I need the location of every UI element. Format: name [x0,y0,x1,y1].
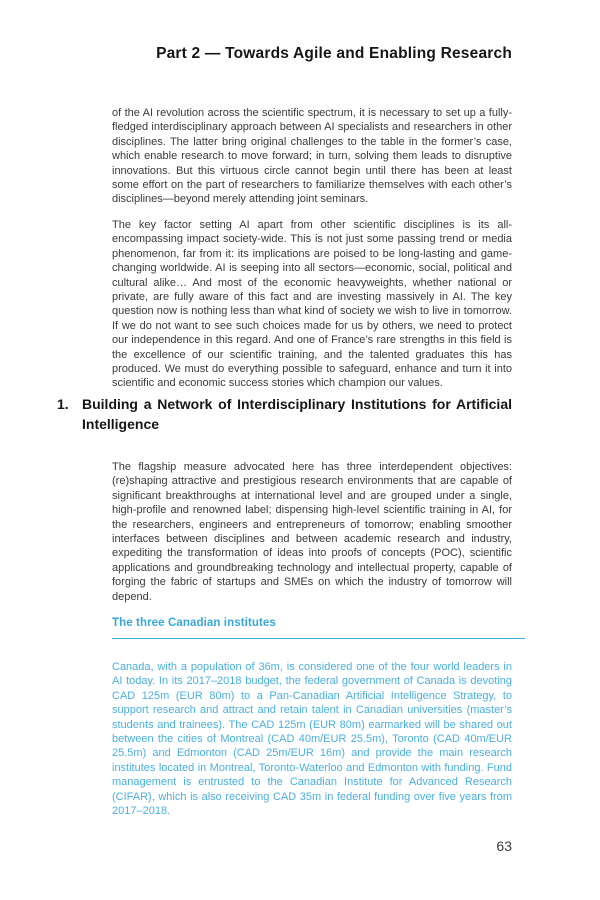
section-title: Building a Network of Interdisciplinary Institutions for Artificial Intelligence [82,396,512,432]
callout-body-text: Canada, with a population of 36m, is considered one of the four world leaders in AI today. In its 2017–2018 budget, the federal government of Canada is devoting CAD 125m (EUR 80m) to a Pan-Canadian Artificial Intelligence Strategy, to support research and attract and retain talent in Canadian universities (master’s students and trainees). The CAD 125m (EUR 80m) earmarked will be shared out between the cities of Montreal (CAD 40m/EUR 25.5m), Toronto (CAD 40m/EUR 25.5m) and Edmonton (CAD 25m/EUR 16m) and provide the main research institutes located in Montreal, Toronto-Waterloo and Edmonton with funding. Fund management is entrusted to the Canadian Institute for Advanced Research (CIFAR), which is also receiving CAD 35m in federal funding over five years from 2017–2018. [112,661,512,818]
intro-paragraph-1: of the AI revolution across the scientific spectrum, it is necessary to set up a fully-fledged interdisciplinary approach between AI specialists and researchers in other disciplines. The latter bring original challenges to the table in the former’s case, which enable research to move forward; in turn, solving them leads to disruptive innovations. But this virtuous circle cannot begin until there has been at least some effort on the part of researchers to familiarize themselves with each other’s disciplines—beyond merely attending joint seminars. [112,107,512,206]
section-number: 1. [57,396,69,412]
section-heading [57,394,512,434]
intro-paragraph-2: The key factor setting AI apart from other scientific disciplines is its all-encompassing impact society-wide. This is not just some passing trend or media phenomenon, far from it: its implications are poised to be long-lasting and game-changing worldwide. AI is seeping into all sectors—economic, social, political and cultural alike… And most of the economic heavyweights, whether national or private, are fully aware of this fact and are investing massively in AI. The key question now is nothing less than what kind of society we wish to live in tomorrow. If we do not want to see such choices made for us by others, we need to protect our independence in this regard. And one of France’s rare strengths in this field is the excellence of our scientific training, and the talented graduates this has produced. We must do everything possible to safeguard, enhance and turn it into scientific and economic success stories which champion our values. [112,219,512,390]
callout-divider-line [112,638,525,639]
page-number: 63 [496,838,512,854]
running-head-title: Part 2 — Towards Agile and Enabling Research [156,45,512,62]
section-paragraph: The flagship measure advocated here has three interdependent objectives: (re)shaping attractive and prestigious research environments that are capable of significant breakthroughs at international level and are grouped under a single, high-profile and renowned label; dispensing high-level scientific training in AI, for the researchers, engineers and entrepreneurs of tomorrow; enabling smoother interfaces between disciplines and between academic research and industry, expediting the transformation of ideas into proofs of concepts (POC), scientific applications and groundbreaking technology and intellectual property, capable of forging the fabric of startups and SMEs on which the industry of tomorrow will depend. [112,461,512,603]
callout-heading: The three Canadian institutes [112,617,276,629]
